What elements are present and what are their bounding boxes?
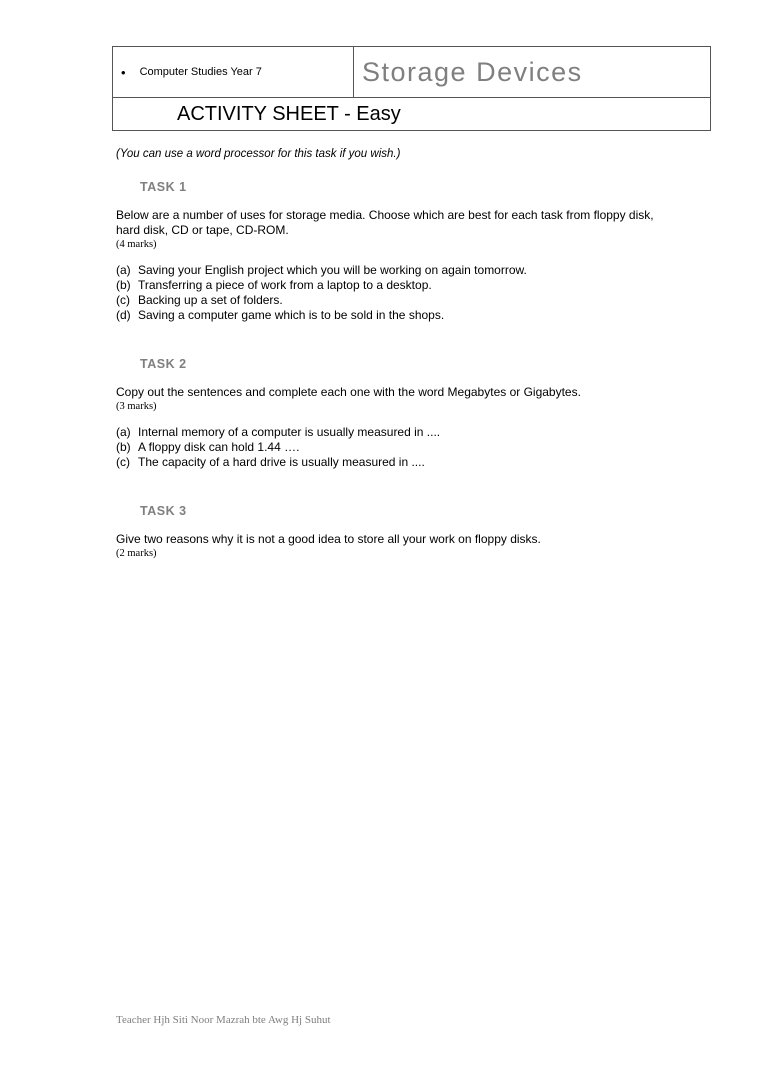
- task-instructions: Give two reasons why it is not a good idea to store all your work on floppy disks.: [116, 532, 541, 546]
- document-title: Storage Devices: [362, 56, 583, 87]
- item-text: Backing up a set of folders.: [138, 293, 283, 307]
- header-row-top: [113, 47, 710, 98]
- header-table: [112, 46, 711, 131]
- course-name: Computer Studies Year 7: [139, 66, 262, 78]
- task-items: [116, 263, 676, 323]
- list-item: [116, 440, 676, 455]
- content: [116, 148, 676, 559]
- list-item: [116, 425, 676, 440]
- course-cell: [113, 47, 354, 97]
- item-text: Saving your English project which you will be working on again tomorrow.: [138, 263, 527, 277]
- task-marks: (2 marks): [116, 548, 157, 559]
- item-label: (a): [116, 263, 131, 277]
- task-1: [116, 180, 676, 323]
- task-title: TASK 1: [140, 180, 187, 194]
- task-2: [116, 357, 676, 470]
- task-title: TASK 2: [140, 357, 187, 371]
- item-label: (c): [116, 455, 130, 469]
- task-marks: (3 marks): [116, 401, 157, 412]
- bullet-icon: •: [121, 64, 126, 80]
- item-text: The capacity of a hard drive is usually measured in ....: [138, 455, 425, 469]
- list-item: [116, 308, 676, 323]
- list-item: [116, 278, 676, 293]
- teacher-footer: Teacher Hjh Siti Noor Mazrah bte Awg Hj Suhut: [116, 1014, 331, 1026]
- task-title: TASK 3: [140, 504, 187, 518]
- intro-note: (You can use a word processor for this task if you wish.): [116, 148, 401, 160]
- list-item: [116, 293, 676, 308]
- task-instructions: Copy out the sentences and complete each one with the word Megabytes or Gigabytes.: [116, 385, 581, 399]
- item-label: (b): [116, 440, 131, 454]
- item-text: Saving a computer game which is to be sold in the shops.: [138, 308, 445, 322]
- task-marks: (4 marks): [116, 239, 157, 250]
- item-label: (d): [116, 308, 131, 322]
- task-items: [116, 425, 676, 470]
- item-text: Transferring a piece of work from a laptop to a desktop.: [138, 278, 432, 292]
- item-text: Internal memory of a computer is usually measured in ....: [138, 425, 441, 439]
- task-3: [116, 504, 676, 559]
- item-text: A floppy disk can hold 1.44 ….: [138, 440, 300, 454]
- item-label: (b): [116, 278, 131, 292]
- list-item: [116, 263, 676, 278]
- item-label: (a): [116, 425, 131, 439]
- activity-subtitle: ACTIVITY SHEET - Easy: [177, 102, 401, 125]
- list-item: [116, 455, 676, 470]
- task-instructions: Below are a number of uses for storage media. Choose which are best for each task from floppy disk, hard disk, CD or tape, CD-ROM.: [116, 208, 654, 237]
- item-label: (c): [116, 293, 130, 307]
